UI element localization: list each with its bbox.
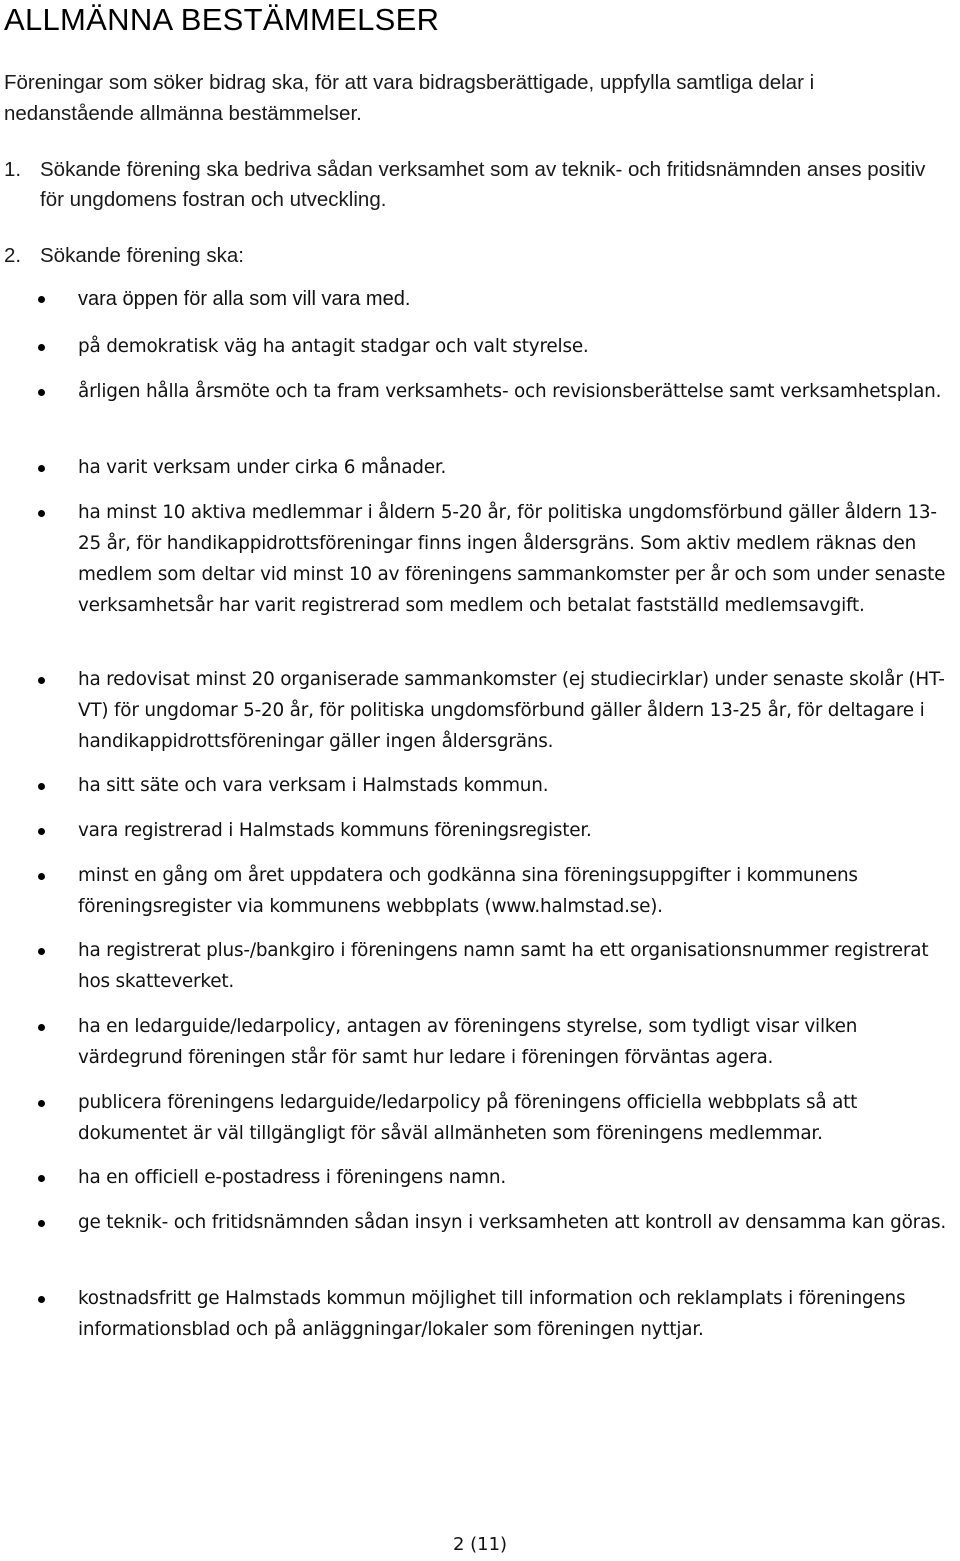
page-heading: ALLMÄNNA BESTÄMMELSER (4, 2, 440, 37)
bullet-icon (38, 510, 45, 517)
list-item-text: ha en officiell e-postadress i föreningens namn. (78, 1167, 506, 1188)
list-item-text: på demokratisk väg ha antagit stadgar och valt styrelse. (78, 336, 589, 357)
numbered-item-2 (4, 241, 954, 271)
list-item-text: årligen hålla årsmöte och ta fram verksamhets- och revisionsberättelse samt verksamhetsplan. (78, 381, 942, 402)
list-item-text: publicera föreningens ledarguide/ledarpolicy på föreningens officiella webbplats så att dokumentet är väl tillgängligt för såväl allmänheten som föreningens medlemmar. (78, 1092, 858, 1144)
list-item-text: vara öppen för alla som vill vara med. (78, 288, 411, 310)
item-text: Sökande förening ska: (40, 244, 244, 267)
page-number: 2 (11) (452, 1534, 508, 1555)
list-item-text: ha redovisat minst 20 organiserade sammankomster (ej studiecirklar) under senaste skolår (HT-VT) för ungdomar 5-20 år, för politiska ungdomsförbund gäller åldern 13-25 år, för deltagare i handikappidrottsföreningar gäller ingen åldersgräns. (78, 669, 945, 752)
list-item-text: ha sitt säte och vara verksam i Halmstads kommun. (78, 775, 549, 796)
intro-paragraph: Föreningar som söker bidrag ska, för att vara bidragsberättigade, uppfylla samtliga delar i nedanstående allmänna bestämmelser. (4, 71, 815, 125)
list-item-text: kostnadsfritt ge Halmstads kommun möjlighet till information och reklamplats i föreningens informationsblad och på anläggningar/lokaler som föreningen nyttjar. (78, 1288, 906, 1340)
bullet-icon (38, 948, 45, 955)
numbered-item-1 (4, 155, 954, 215)
list-item-text: ha registrerat plus-/bankgiro i föreningens namn samt ha ett organisationsnummer registrerat hos skatteverket. (78, 940, 929, 992)
list-item-text: ha varit verksam under cirka 6 månader. (78, 457, 447, 478)
bullet-icon (38, 1175, 45, 1182)
list-item-text: ha minst 10 aktiva medlemmar i åldern 5-20 år, för politiska ungdomsförbund gäller åldern 13-25 år, för handikappidrottsföreningar finns ingen åldersgräns. Som aktiv medlem räknas den medlem som deltar vid minst 10 av föreningens sammankomster per år och som under senaste verksamhetsår har varit registrerad som medlem och betalat fastställd medlemsavgift. (78, 502, 946, 616)
bullet-icon (38, 1296, 45, 1303)
list-item-text: minst en gång om året uppdatera och godkänna sina föreningsuppgifter i kommunens föreningsregister via kommunens webbplats (www.halmstad.se). (78, 865, 858, 917)
item-number: 2. (4, 244, 22, 267)
bullet-icon (38, 465, 45, 472)
list-item-text: ge teknik- och fritidsnämnden sådan insyn i verksamheten att kontroll av densamma kan göras. (78, 1212, 947, 1233)
bullet-icon (38, 828, 45, 835)
bullet-icon (38, 389, 45, 396)
bullet-icon (38, 1220, 45, 1227)
item-text: Sökande förening ska bedriva sådan verksamhet som av teknik- och fritidsnämnden anses positiv för ungdomens fostran och utveckling. (40, 158, 926, 211)
bullet-icon (38, 344, 45, 351)
bullet-icon (38, 677, 45, 684)
bullet-icon (38, 296, 45, 303)
list-item-text: vara registrerad i Halmstads kommuns föreningsregister. (78, 820, 592, 841)
list-item-text: ha en ledarguide/ledarpolicy, antagen av föreningens styrelse, som tydligt visar vilken värdegrund föreningen står för samt hur ledare i föreningen förväntas agera. (78, 1016, 858, 1068)
bullet-icon (38, 1024, 45, 1031)
bullet-icon (38, 783, 45, 790)
bullet-icon (38, 873, 45, 880)
bullet-icon (38, 1100, 45, 1107)
item-number: 1. (4, 158, 22, 181)
